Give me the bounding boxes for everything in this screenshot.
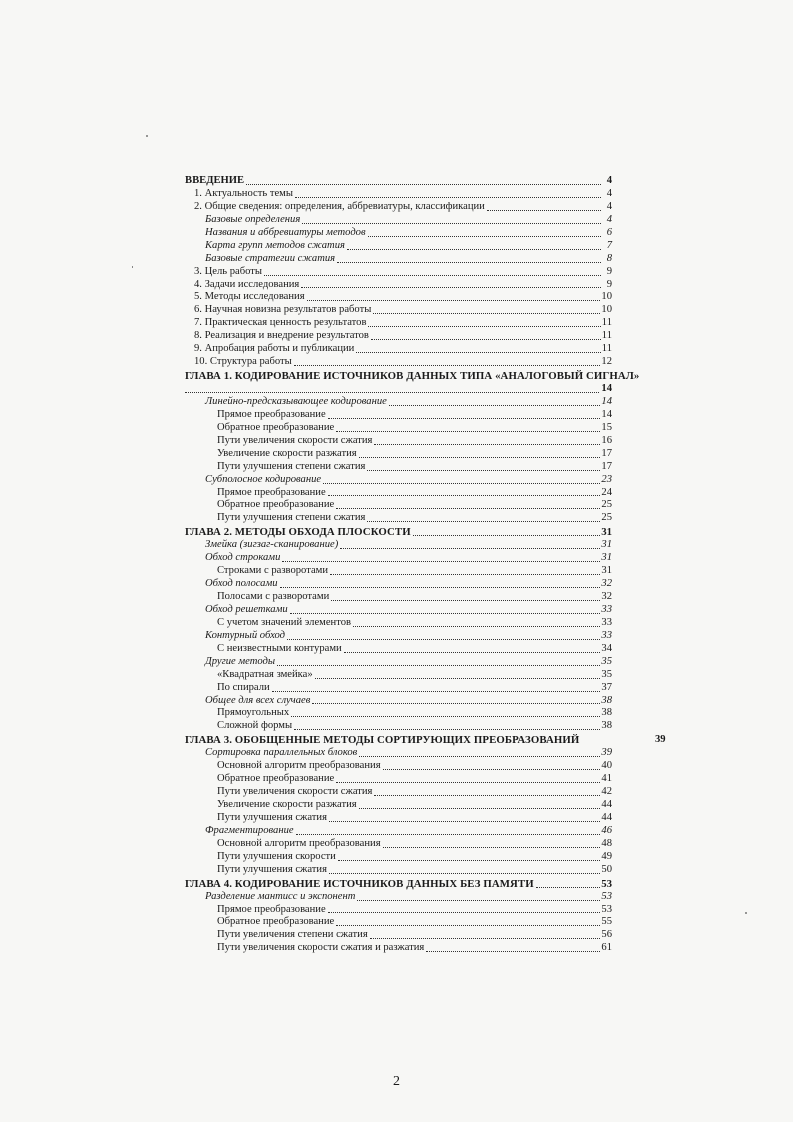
toc-entry-label: Строками с разворотами — [217, 565, 329, 577]
dot-leader — [294, 364, 601, 366]
toc-entry — [185, 552, 612, 565]
toc-entry-page: 9 — [606, 278, 612, 290]
dot-leader — [323, 482, 600, 484]
toc-entry — [185, 214, 612, 227]
dot-leader — [357, 899, 600, 901]
dot-leader — [413, 534, 601, 536]
toc-entry — [185, 891, 612, 904]
toc-entry — [185, 304, 612, 317]
toc-entry-page: 38 — [601, 694, 612, 706]
toc-entry-label: Пути увеличения скорости сжатия и разжатия — [217, 942, 425, 954]
toc-entry-page: 17 — [601, 447, 612, 459]
dot-leader — [294, 728, 600, 730]
toc-entry-label: Контурный обход — [205, 629, 286, 641]
dot-leader — [336, 781, 600, 783]
toc-entry-label: Сложной формы — [217, 720, 293, 732]
toc-entry — [185, 812, 612, 825]
toc-entry-page: 15 — [601, 421, 612, 433]
toc-entry — [185, 760, 612, 773]
toc-entry — [185, 656, 612, 669]
toc-entry-page: 4 — [606, 175, 612, 186]
dot-leader — [353, 625, 600, 627]
dot-leader — [277, 664, 600, 666]
dot-leader — [347, 248, 601, 250]
toc-entry-page: 33 — [601, 616, 612, 628]
toc-entry-page: 32 — [601, 591, 612, 602]
toc-entry-label: Прямое преобразование — [217, 408, 326, 420]
toc-entry-label: Пути улучшения сжатия — [217, 863, 327, 875]
toc-entry — [185, 240, 612, 253]
toc-entry — [185, 578, 612, 591]
toc-entry-page: 33 — [601, 629, 612, 641]
dot-leader — [356, 351, 600, 353]
toc-entry — [185, 266, 612, 279]
toc-entry-label: 4. Задачи исследования — [194, 278, 300, 290]
dot-leader — [373, 312, 600, 314]
dot-leader — [359, 755, 600, 757]
toc-entry — [185, 253, 612, 266]
dot-leader — [344, 651, 601, 653]
toc-entry-label: Обратное преобразование — [217, 773, 335, 785]
toc-entry-page: 31 — [601, 565, 612, 577]
toc-entry — [185, 643, 612, 656]
toc-entry-page: 40 — [601, 760, 612, 772]
scan-speck — [132, 266, 133, 268]
toc-entry-label: 7. Практическая ценность результатов — [194, 317, 367, 329]
dot-leader — [312, 702, 600, 704]
toc-entry — [185, 682, 612, 695]
toc-entry — [185, 565, 612, 578]
toc-entry-page: 14 — [601, 408, 612, 420]
toc-entry-page: 33 — [601, 603, 612, 615]
dot-leader — [272, 690, 601, 692]
toc-entry — [185, 707, 612, 720]
toc-entry-page: 11 — [601, 317, 612, 329]
dot-leader — [426, 950, 600, 952]
toc-entry-page: 9 — [606, 265, 612, 277]
toc-entry-page: 25 — [601, 512, 612, 524]
toc-entry-label: Пути улучшения степени сжатия — [217, 460, 366, 472]
toc-entry-page: 44 — [601, 811, 612, 823]
toc-chapter-heading — [185, 370, 640, 383]
toc-chapter-heading — [185, 878, 612, 891]
toc-entry — [185, 175, 612, 188]
toc-entry-page: 31 — [601, 539, 612, 551]
toc-entry-label: С учетом значений элементов — [217, 616, 352, 628]
toc-entry — [185, 499, 612, 512]
toc-entry-label: 2. Общие сведения: определения, аббревиатуры, классификации — [194, 200, 485, 212]
toc-entry-label: Обратное преобразование — [217, 421, 335, 433]
toc-entry-label: Увеличение скорости разжатия — [217, 799, 357, 810]
toc-entry-label: Карта групп методов сжатия — [205, 239, 345, 251]
toc-entry-label: Обход полосами — [205, 578, 278, 590]
toc-entry — [185, 317, 612, 330]
toc-entry-label: Пути улучшения степени сжатия — [217, 512, 366, 524]
toc-entry-page: 53 — [601, 890, 612, 902]
dot-leader — [331, 599, 600, 601]
toc-entry-page: 14 — [601, 395, 612, 407]
toc-entry — [185, 669, 612, 682]
dot-leader — [336, 507, 600, 509]
toc-entry-label: Общее для всех случаев — [205, 694, 311, 706]
toc-entry-label: Пути улучшения сжатия — [217, 811, 327, 823]
dot-leader — [296, 833, 601, 835]
toc-entry-label: 8. Реализация и внедрение результатов — [194, 330, 369, 342]
toc-chapter-heading — [185, 734, 612, 747]
toc-entry-label: По спирали — [217, 681, 270, 693]
toc-entry-page: 46 — [601, 824, 612, 836]
dot-leader — [290, 612, 601, 614]
toc-entry-page: 34 — [601, 642, 612, 654]
dot-leader — [383, 846, 601, 848]
toc-entry-label: ВВЕДЕНИЕ — [185, 175, 245, 186]
dot-leader — [329, 820, 600, 822]
toc-entry-page: 35 — [601, 655, 612, 667]
toc-entry-label: 10. Структура работы — [194, 356, 292, 368]
toc-entry — [185, 539, 612, 552]
dot-leader — [370, 937, 601, 939]
toc-entry — [185, 279, 612, 292]
toc-entry — [185, 630, 612, 643]
toc-entry-label: Базовые стратегии сжатия — [205, 252, 336, 264]
toc-entry-page: 10 — [601, 304, 612, 316]
dot-leader — [374, 794, 600, 796]
dot-leader — [330, 573, 600, 575]
dot-leader — [336, 430, 600, 432]
toc-entry — [185, 838, 612, 851]
toc-entry — [185, 617, 612, 630]
toc-entry — [185, 825, 612, 838]
toc-entry — [185, 799, 612, 812]
toc-chapter-heading — [185, 526, 612, 539]
toc-entry — [185, 747, 612, 760]
toc-entry-label: ГЛАВА 1. КОДИРОВАНИЕ ИСТОЧНИКОВ ДАННЫХ ТИПА «АНАЛОГОВЫЙ СИГНАЛ» — [185, 370, 640, 383]
toc-entry — [185, 591, 612, 604]
toc-entry-page: 35 — [601, 668, 612, 680]
toc-entry-page: 11 — [601, 343, 612, 355]
toc-entry — [185, 604, 612, 617]
dot-leader — [368, 325, 600, 327]
toc-entry-label: Обратное преобразование — [217, 499, 335, 511]
toc-entry — [185, 343, 612, 356]
toc-entry — [185, 929, 612, 942]
scan-speck — [745, 912, 747, 914]
toc-entry-page: 41 — [601, 773, 612, 785]
toc-entry-label: «Квадратная змейка» — [217, 668, 313, 680]
toc-entry-page: 14 — [601, 383, 612, 394]
dot-leader — [359, 456, 601, 458]
toc-entry-label: Субполосное кодирование — [205, 473, 322, 485]
toc-entry — [185, 851, 612, 864]
dot-leader — [185, 391, 599, 393]
toc-entry-page: 4 — [606, 187, 612, 199]
toc-entry — [185, 720, 612, 733]
toc-entry-page: 56 — [601, 929, 612, 941]
dot-leader — [383, 768, 601, 770]
toc-entry-label: Обход решетками — [205, 603, 288, 615]
toc-entry — [185, 461, 612, 474]
toc-entry — [185, 773, 612, 786]
toc-entry-page: 53 — [601, 877, 612, 890]
dot-leader — [536, 886, 600, 888]
dot-leader — [301, 286, 601, 288]
dot-leader — [287, 638, 600, 640]
toc-entry — [185, 916, 612, 929]
dot-leader — [246, 183, 601, 185]
toc-entry-continuation — [185, 383, 612, 396]
toc-entry-label: Обратное преобразование — [217, 916, 335, 928]
toc-entry — [185, 512, 612, 525]
toc-entry-label: Пути улучшения скорости — [217, 850, 336, 862]
dot-leader — [282, 560, 600, 562]
toc-entry — [185, 422, 612, 435]
toc-entry-label: Основной алгоритм преобразования — [217, 760, 381, 772]
toc-entry — [185, 695, 612, 708]
toc-entry-page: 49 — [601, 850, 612, 862]
toc-entry — [185, 188, 612, 201]
dot-leader — [389, 404, 601, 406]
toc-entry-page: 55 — [601, 916, 612, 928]
toc-entry-label: Прямое преобразование — [217, 903, 326, 915]
toc-entry-label: С неизвестными контурами — [217, 642, 342, 654]
toc-entry-label: 6. Научная новизна результатов работы — [194, 304, 372, 316]
dot-leader — [340, 547, 600, 549]
toc-entry-page: 31 — [601, 552, 612, 564]
toc-entry-page: 37 — [601, 681, 612, 693]
toc-entry-page: 12 — [601, 356, 612, 368]
toc-entry-label: 1. Актуальность темы — [194, 187, 294, 199]
toc-entry — [185, 448, 612, 461]
toc-entry-page: 24 — [601, 486, 612, 498]
toc-entry-label: ГЛАВА 3. ОБОБЩЕННЫЕ МЕТОДЫ СОРТИРУЮЩИХ ПРЕОБРАЗОВАНИЙ — [185, 734, 580, 747]
toc-entry-label: Прямое преобразование — [217, 486, 326, 498]
dot-leader — [307, 299, 601, 301]
toc-entry — [185, 864, 612, 877]
dot-leader — [329, 872, 600, 874]
toc-entry-page: 48 — [601, 837, 612, 849]
toc-entry — [185, 396, 612, 409]
toc-entry-label: Обход строками — [205, 552, 281, 564]
toc-entry-page: 16 — [601, 434, 612, 446]
toc-entry — [185, 330, 612, 343]
toc-entry — [185, 487, 612, 500]
toc-entry-page: 17 — [601, 460, 612, 472]
toc-entry — [185, 409, 612, 422]
toc-entry-page: 11 — [601, 330, 612, 342]
toc-entry-label: Сортировка параллельных блоков — [205, 747, 358, 759]
dot-leader — [302, 222, 601, 224]
dot-leader — [280, 586, 601, 588]
toc-entry-label: Прямоугольных — [217, 707, 290, 719]
toc-entry-page: 4 — [606, 213, 612, 225]
dot-leader — [368, 235, 601, 237]
page-number: 2 — [393, 1074, 400, 1089]
toc-entry-page: 25 — [601, 499, 612, 511]
toc-entry — [185, 227, 612, 240]
dot-leader — [338, 859, 601, 861]
toc-entry-label: ГЛАВА 4. КОДИРОВАНИЕ ИСТОЧНИКОВ ДАННЫХ БЕЗ ПАМЯТИ — [185, 877, 534, 890]
dot-leader — [374, 443, 600, 445]
toc-entry-page: 53 — [601, 903, 612, 915]
toc-entry — [185, 201, 612, 214]
dot-leader — [291, 715, 600, 717]
toc-entry-label: Базовые определения — [205, 213, 301, 225]
dot-leader — [336, 924, 600, 926]
dot-leader — [315, 677, 601, 679]
toc-entry-label: Другие методы — [205, 655, 276, 667]
toc-entry-page: 23 — [601, 473, 612, 485]
toc-entry — [185, 356, 612, 369]
dot-leader — [367, 469, 600, 471]
toc-entry-page: 31 — [601, 526, 612, 539]
toc-entry — [185, 942, 612, 955]
toc-entry-page: 61 — [601, 942, 612, 954]
toc-entry — [185, 435, 612, 448]
toc-entry-label: Полосами с разворотами — [217, 591, 330, 602]
scan-speck — [146, 135, 148, 137]
toc-entry-label: Пути увеличения скорости сжатия — [217, 434, 373, 446]
toc-entry — [185, 786, 612, 799]
dot-leader — [328, 911, 601, 913]
toc-entry-page: 6 — [606, 226, 612, 238]
toc-entry — [185, 291, 612, 304]
toc-entry-page: 44 — [601, 799, 612, 810]
dot-leader — [359, 807, 601, 809]
dot-leader — [295, 196, 601, 198]
dot-leader — [367, 520, 600, 522]
toc-entry — [185, 904, 612, 917]
toc-entry-label: ГЛАВА 2. МЕТОДЫ ОБХОДА ПЛОСКОСТИ — [185, 526, 411, 539]
dot-leader — [328, 417, 601, 419]
toc-entry-label: 3. Цель работы — [194, 265, 263, 277]
dot-leader — [371, 338, 601, 340]
table-of-contents — [185, 175, 640, 955]
toc-entry-page: 42 — [601, 786, 612, 798]
toc-entry-page: 50 — [601, 863, 612, 875]
toc-entry-page: 39 — [601, 747, 612, 759]
dot-leader — [487, 209, 601, 211]
dot-leader — [337, 261, 601, 263]
toc-entry-page: 4 — [606, 200, 612, 212]
toc-entry-page: 38 — [601, 707, 612, 719]
toc-entry-page: 8 — [606, 252, 612, 264]
toc-entry-label: Фрагментирование — [205, 824, 294, 836]
toc-entry-label: Пути увеличения скорости сжатия — [217, 786, 373, 798]
toc-entry-label: Основной алгоритм преобразования — [217, 837, 381, 849]
toc-entry-label: Змейка (зигзаг-сканирование) — [205, 539, 339, 551]
toc-entry — [185, 474, 612, 487]
toc-entry-page: 32 — [601, 578, 612, 590]
toc-entry-label: Увеличение скорости разжатия — [217, 447, 357, 459]
dot-leader — [328, 494, 601, 496]
toc-entry-label: Названия и аббревиатуры методов — [205, 226, 366, 238]
toc-entry-label: Разделение мантисс и экспонент — [205, 890, 356, 902]
toc-entry-label: Пути увеличения степени сжатия — [217, 929, 368, 941]
toc-entry-page: 7 — [606, 239, 612, 251]
dot-leader — [264, 274, 601, 276]
toc-entry-page: 10 — [601, 291, 612, 303]
toc-entry-label: 9. Апробация работы и публикации — [194, 343, 355, 355]
chapter-3-page-number: 39 — [655, 734, 666, 745]
toc-entry-page: 38 — [601, 720, 612, 732]
toc-entry-label: 5. Методы исследования — [194, 291, 305, 303]
toc-entry-label: Линейно-предсказывающее кодирование — [205, 395, 387, 407]
